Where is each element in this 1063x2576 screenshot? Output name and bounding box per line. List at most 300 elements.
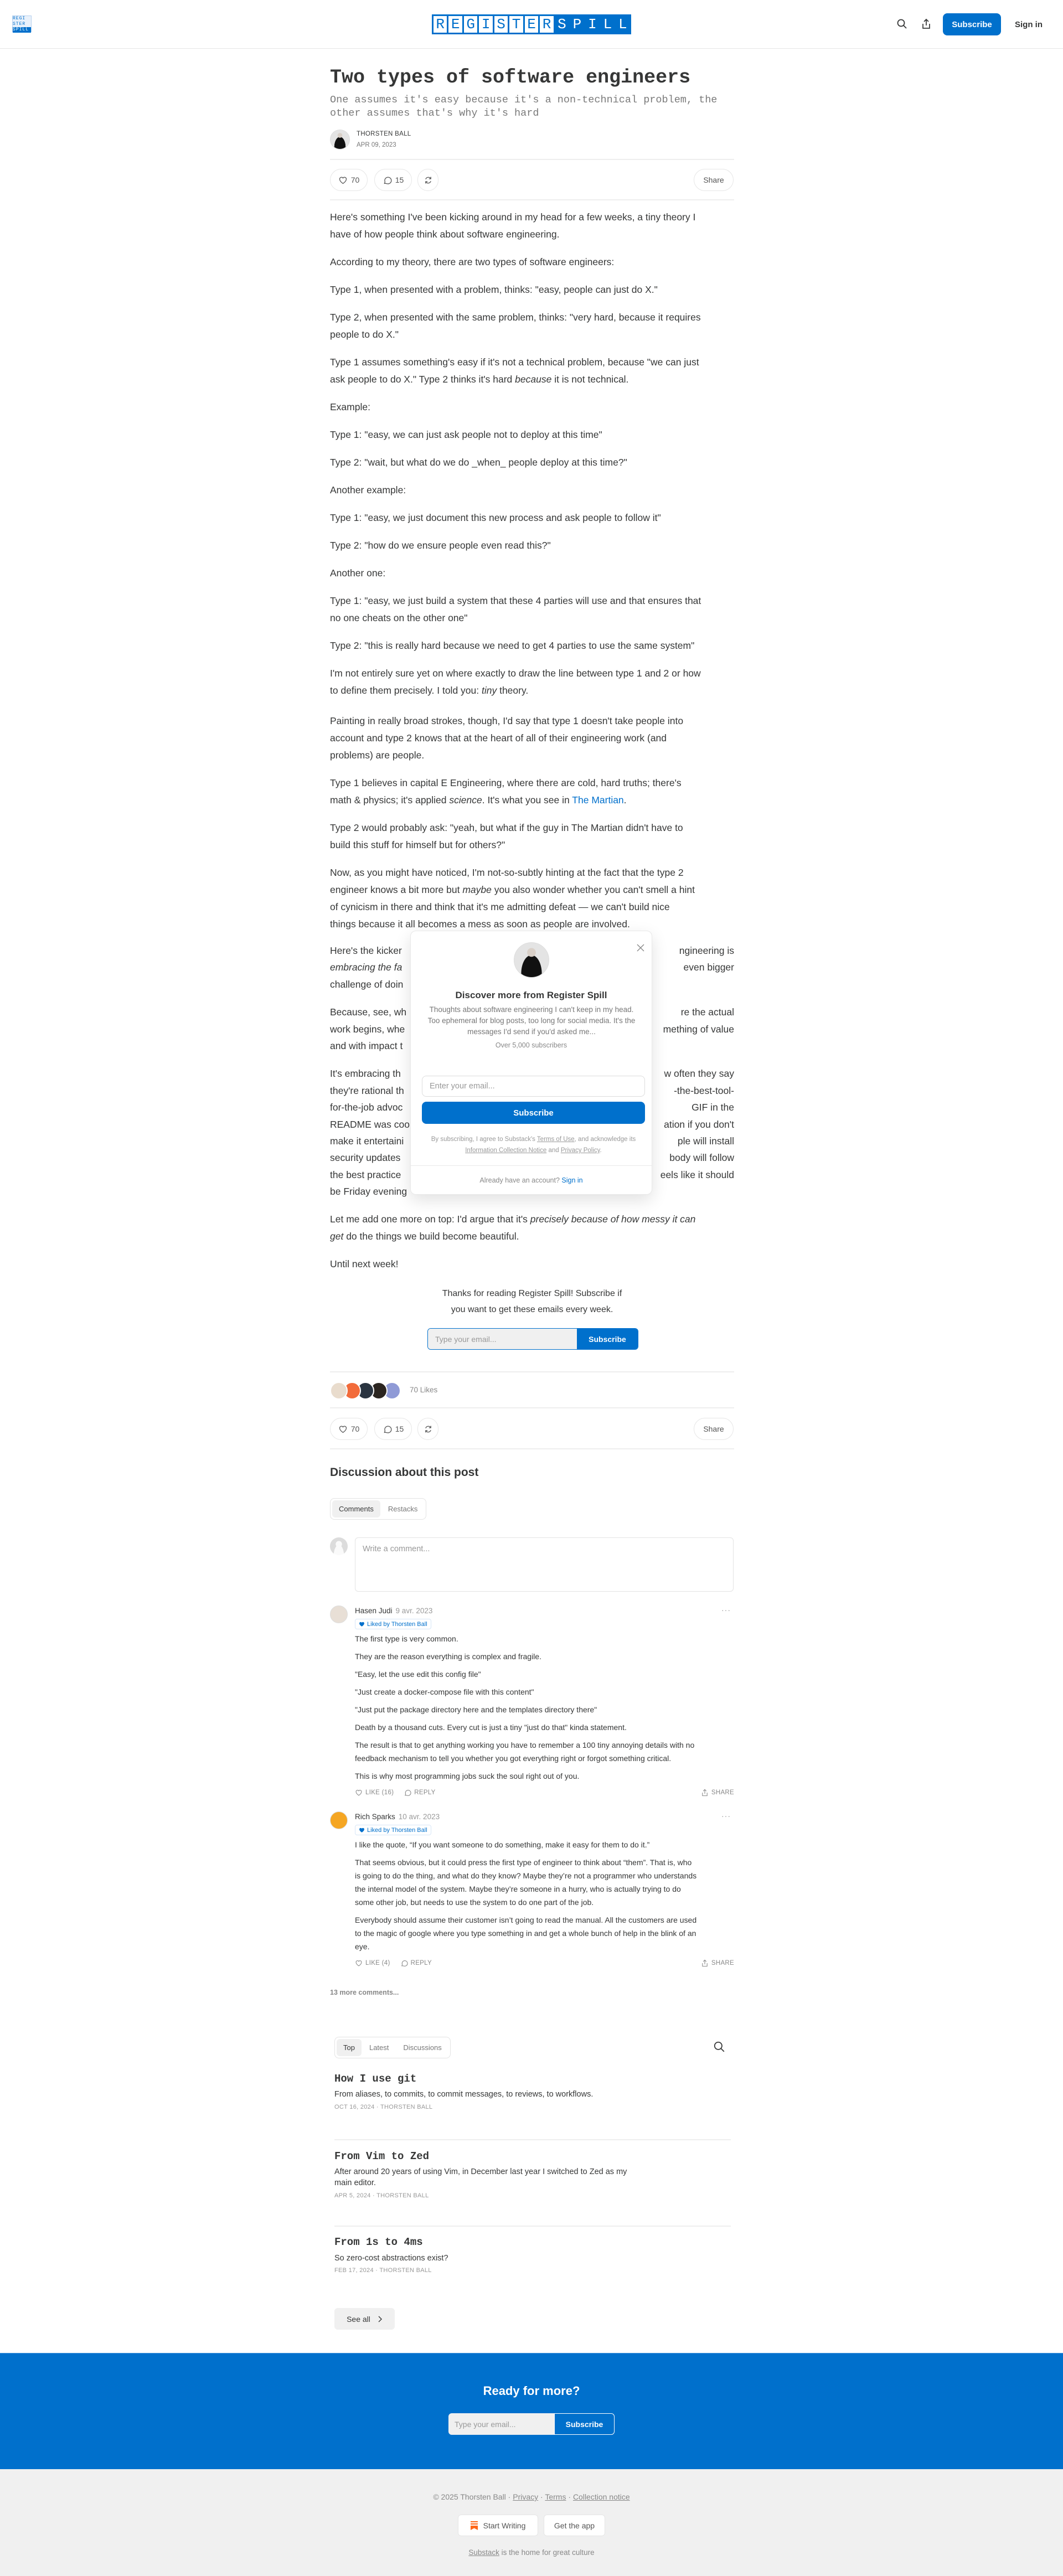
text-line: Type 1, when presented with a problem, thinks: "easy, people can just do X." — [330, 284, 658, 295]
separator: · — [538, 2492, 545, 2501]
comment-actions — [355, 1787, 734, 1798]
already-text: Already have an account? — [479, 1176, 562, 1184]
text-line: no one cheats on the other one" — [330, 612, 468, 623]
comment-icon — [400, 1959, 408, 1967]
comment-header — [355, 1811, 440, 1823]
post-link-description: From aliases, to commits, to commit messages, to reviews, to workflows. — [334, 2090, 594, 2099]
subscribe-button[interactable]: Subscribe — [577, 1329, 638, 1349]
paragraph — [330, 864, 734, 933]
text-line — [330, 682, 734, 699]
text-line: feedback mechanism to tell you whether you got everything right or forgot something critical. — [355, 1754, 672, 1763]
tagline-text: is the home for great culture — [499, 2548, 595, 2557]
text-left-fragment: embracing the fa — [330, 962, 403, 973]
text-left-fragment: the best practice — [330, 1169, 401, 1180]
text-right-fragment: ple will install — [677, 1135, 734, 1147]
chevron-right-icon — [377, 2315, 383, 2323]
text-line: According to my theory, there are two types of software engineers: — [330, 256, 615, 267]
comment-count: 15 — [395, 175, 404, 184]
reply-label: REPLY — [410, 1960, 432, 1966]
post-link-description: So zero-cost abstractions exist? — [334, 2254, 448, 2263]
terms-text — [422, 1134, 645, 1156]
see-all-button[interactable] — [334, 2308, 395, 2330]
commenter-avatar[interactable] — [330, 1606, 348, 1623]
substack-link[interactable]: Substack — [468, 2548, 499, 2557]
search-button[interactable] — [895, 17, 909, 30]
paragraph — [330, 665, 734, 699]
text-segment: it is not technical. — [551, 374, 629, 385]
restack-button[interactable] — [417, 169, 438, 191]
text-line: some other job, but needs to use the system to do one part of the job. — [355, 1898, 594, 1907]
text-line: Type 1: "easy, we just document this new process and ask people to follow it" — [330, 512, 661, 523]
footer — [0, 2469, 1063, 2576]
author-name[interactable]: THORSTEN BALL — [357, 131, 411, 137]
heart-icon — [355, 1959, 363, 1967]
like-label: LIKE (16) — [365, 1789, 394, 1796]
terms-end: . — [600, 1147, 602, 1154]
paragraph — [330, 281, 734, 298]
like-button[interactable] — [330, 1418, 368, 1440]
text-left-fragment: work begins, whe — [330, 1023, 405, 1035]
logo-line: SPILL — [13, 27, 31, 33]
comment-body — [355, 1632, 737, 1787]
search-icon — [896, 18, 907, 29]
reply-label: REPLY — [414, 1789, 436, 1796]
already-account — [411, 1176, 652, 1184]
text-left-fragment: they're rational th — [330, 1085, 404, 1096]
divider — [334, 2139, 731, 2140]
post-body — [330, 209, 734, 710]
paragraph — [330, 309, 734, 343]
text-left-fragment: It's embracing th — [330, 1068, 401, 1080]
logo-letter: P — [572, 16, 582, 33]
ready-for-more-section — [0, 2353, 1063, 2469]
text-line: to the magic of google where you type something in and get a whole bunch of help in the blink of an — [355, 1929, 696, 1938]
likes-count[interactable]: 70 Likes — [410, 1386, 438, 1394]
paragraph — [330, 254, 734, 271]
share-label: SHARE — [711, 1789, 734, 1796]
subscriber-count: Over 5,000 subscribers — [495, 1041, 567, 1049]
like-count: 70 — [350, 1424, 360, 1433]
paragraph — [330, 454, 734, 471]
restack-button[interactable] — [417, 1418, 438, 1440]
paragraph — [330, 1211, 734, 1245]
collection-notice-link[interactable]: Information Collection Notice — [465, 1147, 547, 1154]
paragraph — [355, 1738, 737, 1765]
paragraph — [330, 537, 734, 554]
heart-filled-icon — [359, 1827, 365, 1833]
share-icon — [921, 18, 932, 29]
publication-mini-logo[interactable] — [12, 16, 32, 32]
paragraph — [330, 637, 734, 654]
sign-in-button[interactable]: Sign in — [1015, 19, 1043, 29]
text-segment: to define them precisely. I told you: — [330, 685, 482, 696]
comment — [330, 1606, 734, 1800]
heart-icon — [338, 175, 348, 185]
email-input[interactable]: Type your email... — [448, 2413, 554, 2435]
comment-date[interactable]: 10 avr. 2023 — [398, 1813, 440, 1821]
logo-letter: I — [588, 16, 597, 33]
text-line — [330, 1211, 734, 1228]
text-right-fragment: body will follow — [669, 1152, 734, 1164]
subscribe-button[interactable]: Subscribe — [943, 13, 1001, 35]
share-post-button[interactable]: Share — [694, 1418, 734, 1440]
text-line — [330, 792, 734, 809]
comment-input[interactable]: Write a comment... — [355, 1537, 734, 1592]
terms-of-use-link[interactable]: Terms of Use — [536, 1136, 575, 1143]
subscribe-button[interactable]: Subscribe — [554, 2413, 615, 2435]
comment-like-button[interactable] — [355, 1789, 394, 1797]
emphasis: science — [449, 794, 482, 806]
start-writing-label: Start Writing — [483, 2521, 526, 2530]
text-line: I like the quote, “If you want someone to do something, make it easy for them to do it.” — [355, 1840, 650, 1849]
badge-label: Liked by Thorsten Ball — [367, 1620, 427, 1628]
paragraph — [330, 509, 734, 526]
text-line: Everybody should assume their customer isn’t going to read the manual. All the customers are used — [355, 1916, 697, 1924]
text-left-fragment: make it entertaini — [330, 1135, 404, 1147]
comment-reply-button[interactable] — [400, 1959, 432, 1967]
logo-letter: S — [558, 16, 566, 33]
post-link-meta: FEB 17, 2024 · THORSTEN BALL — [334, 2267, 432, 2274]
cta-line: Thanks for reading Register Spill! Subscribe if — [442, 1289, 622, 1298]
text-line: of cynicism in there and think that it's me admitting defeat — we can't build nice — [330, 901, 670, 912]
paragraph — [355, 1838, 737, 1851]
like-count: 70 — [350, 175, 360, 184]
modal-title: Discover more from Register Spill — [455, 990, 607, 1000]
text-line: account and type 2 knows that at the heart of all of their engineering work (and — [330, 732, 667, 744]
logo-line: STER — [13, 22, 26, 27]
text-line: Until next week! — [330, 1258, 399, 1269]
text-line: That seems obvious, but it could press the first type of engineer to think about “them”. That is, who — [355, 1858, 692, 1867]
paragraph — [355, 1913, 737, 1953]
comment-button[interactable] — [374, 169, 412, 191]
emphasis: because — [515, 374, 552, 385]
modal-subscribe-button[interactable]: Subscribe — [422, 1102, 645, 1124]
share-post-button[interactable]: Share — [694, 169, 734, 191]
restack-icon — [424, 1424, 433, 1434]
post-title: Two types of software engineers — [330, 66, 691, 89]
like-button[interactable] — [330, 169, 368, 191]
modal-description: Thoughts about software engineering I can't keep in my head. Too ephemeral for blog posts, too long for social media. It's the messages I'd send if you'd asked me... — [427, 1005, 636, 1036]
get-app-button[interactable]: Get the app — [544, 2515, 605, 2536]
logo-letter: S — [494, 16, 508, 33]
text-line: Type 2: "wait, but what do we do _when_ people deploy at this time?" — [330, 457, 627, 468]
divider — [330, 1407, 734, 1408]
ellipsis-icon[interactable]: ··· — [721, 1811, 731, 1820]
text-segment: do the things we build become beautiful. — [343, 1231, 519, 1242]
paragraph — [330, 819, 734, 854]
text-line — [330, 371, 734, 388]
comment-body — [355, 1838, 737, 1958]
ready-title: Ready for more? — [483, 2384, 580, 2398]
paragraph — [355, 1632, 737, 1645]
text-segment: you also wonder whether you can't smell a hint — [491, 884, 695, 895]
emphasis: tiny — [481, 685, 497, 696]
text-right-fragment: ation if you don't — [664, 1118, 734, 1130]
text-right-fragment: eels like it should — [660, 1169, 734, 1180]
tab-restacks[interactable]: Restacks — [388, 1505, 418, 1513]
logo-letter: T — [509, 16, 523, 33]
archive-tabs — [334, 2037, 451, 2058]
text-line: Type 2: "this is really hard because we need to get 4 parties to use the same system" — [330, 640, 695, 651]
text-segment: . — [623, 794, 627, 806]
author-avatar[interactable] — [330, 130, 350, 149]
logo-letter: L — [603, 16, 612, 33]
share-label: SHARE — [711, 1960, 734, 1966]
modal-sign-in-link[interactable]: Sign in — [561, 1176, 583, 1184]
text-line: Type 1 believes in capital E Engineering, where there are cold, hard truths; there's — [330, 777, 682, 788]
separator: · — [505, 2492, 513, 2501]
top-nav — [0, 0, 1063, 49]
the-martian-link[interactable]: The Martian — [572, 794, 624, 806]
text-segment: . It's what you see in — [482, 794, 572, 806]
text-line: Death by a thousand cuts. Every cut is just a tiny "just do that" kinda statement. — [355, 1723, 627, 1732]
logo-letter: I — [479, 16, 492, 33]
emphasis: maybe — [462, 884, 492, 895]
paragraph — [355, 1856, 737, 1909]
liked-by-author-badge — [355, 1825, 431, 1835]
text-segment: math & physics; it's applied — [330, 794, 450, 806]
comment-icon — [383, 175, 392, 185]
text-line: Type 2: "how do we ensure people even read this?" — [330, 540, 551, 551]
subscribe-modal — [410, 931, 652, 1195]
text-right-fragment: re the actual — [680, 1006, 734, 1018]
privacy-policy-link[interactable]: Privacy Policy — [560, 1147, 600, 1154]
like-label: LIKE (4) — [365, 1960, 390, 1966]
post-link-title[interactable]: From 1s to 4ms — [334, 2236, 423, 2248]
comment-actions — [355, 1958, 734, 1969]
post-link-title[interactable]: From Vim to Zed — [334, 2150, 430, 2162]
comment-share-button[interactable] — [701, 1959, 734, 1967]
text-line: "Just put the package directory here and the templates directory there" — [355, 1705, 597, 1714]
emphasis: get — [330, 1231, 344, 1242]
see-all-label: See all — [347, 2314, 370, 2324]
text-line: Now, as you might have noticed, I'm not-so-subtly hinting at the fact that the type 2 — [330, 867, 684, 878]
commenter-avatar[interactable] — [330, 1811, 348, 1829]
text-right-fragment: ngineering is — [679, 945, 734, 956]
author-avatar — [514, 942, 549, 978]
terms-prefix: By subscribing, I agree to Substack's — [431, 1136, 537, 1143]
email-input[interactable]: Enter your email... — [422, 1076, 645, 1097]
text-right-fragment: even bigger — [683, 962, 734, 973]
cta-line: you want to get these emails every week. — [451, 1305, 613, 1314]
comment-icon — [383, 1424, 392, 1434]
text-line: have of how people think about software engineering. — [330, 229, 560, 240]
text-line: things because it all becomes a mess as soon as people are involved. — [330, 918, 630, 930]
paragraph — [330, 713, 734, 764]
text-line: Example: — [330, 401, 370, 412]
user-avatar — [330, 1537, 348, 1555]
text-line: is going to do the thing, and what do they know? Maybe they’re not a programmer who understands — [355, 1871, 697, 1880]
paragraph — [355, 1721, 737, 1734]
paragraph — [330, 426, 734, 443]
divider — [330, 159, 734, 160]
post-link-description: After around 20 years of using Vim, in December last year I switched to Zed as my main editor. — [334, 2167, 627, 2187]
privacy-link[interactable]: Privacy — [513, 2492, 539, 2501]
divider — [411, 1165, 652, 1166]
divider — [330, 199, 734, 200]
text-right-fragment: w often they say — [664, 1068, 734, 1080]
logo-letter: E — [448, 16, 462, 33]
search-icon — [713, 2041, 725, 2053]
logo-letter: L — [618, 16, 627, 33]
ellipsis-icon[interactable]: ··· — [721, 1606, 731, 1614]
close-icon — [634, 941, 647, 954]
paragraph — [330, 354, 734, 388]
post-link-meta: APR 5, 2024 · THORSTEN BALL — [334, 2192, 429, 2199]
heart-icon — [355, 1789, 363, 1797]
post-link-meta: OCT 16, 2024 · THORSTEN BALL — [334, 2104, 433, 2110]
copyright: © 2025 Thorsten Ball — [433, 2492, 506, 2501]
tab-top[interactable]: Top — [337, 2039, 362, 2056]
paragraph — [330, 209, 734, 243]
likers-avatars[interactable] — [330, 1382, 407, 1400]
tab-comments[interactable]: Comments — [332, 1500, 380, 1517]
text-line: Here's something I've been kicking around in my head for a few weeks, a tiny theory I — [330, 211, 696, 223]
logo-letter: G — [464, 16, 477, 33]
commenter-name[interactable]: Rich Sparks — [355, 1813, 395, 1821]
terms-link[interactable]: Terms — [545, 2492, 566, 2501]
paragraph — [355, 1703, 737, 1716]
text-segment: theory. — [497, 685, 529, 696]
start-writing-button[interactable] — [458, 2515, 538, 2536]
text-segment: ask people to do X." Type 2 thinks it's hard — [330, 374, 515, 385]
comment-button[interactable] — [374, 1418, 412, 1440]
text-line — [330, 1228, 734, 1245]
separator: · — [566, 2492, 573, 2501]
liked-by-author-badge — [355, 1619, 431, 1629]
text-line: They are the reason everything is complex and fragile. — [355, 1652, 541, 1661]
restack-icon — [424, 175, 433, 185]
subscribe-form — [427, 1328, 638, 1350]
paragraph — [330, 399, 734, 416]
text-line: "Easy, let the use edit this config file" — [355, 1670, 481, 1679]
commenter-name[interactable]: Hasen Judi — [355, 1607, 393, 1615]
text-left-fragment: security updates — [330, 1152, 401, 1164]
tab-latest[interactable]: Latest — [369, 2043, 389, 2052]
text-line — [330, 881, 734, 899]
text-line: "Just create a docker-compose file with this content" — [355, 1687, 534, 1696]
emphasis: precisely because of how messy it can — [530, 1214, 696, 1225]
paragraph — [355, 1668, 737, 1681]
text-line: eye. — [355, 1942, 370, 1951]
paragraph — [330, 775, 734, 809]
divider — [334, 2226, 731, 2227]
heart-filled-icon — [359, 1621, 365, 1627]
divider — [330, 1371, 734, 1372]
text-line: people to do X." — [330, 329, 399, 340]
terms-and: and — [546, 1147, 561, 1154]
comment-reply-button[interactable] — [404, 1789, 435, 1797]
paragraph — [330, 565, 734, 582]
logo-letter: E — [525, 16, 538, 33]
comment-date[interactable]: 9 avr. 2023 — [395, 1607, 433, 1615]
text-left-fragment: Because, see, wh — [330, 1006, 407, 1018]
text-right-fragment: GIF in the — [692, 1102, 734, 1113]
text-right-fragment: -the-best-tool- — [674, 1085, 734, 1096]
badge-label: Liked by Thorsten Ball — [367, 1826, 427, 1834]
text-line: The first type is very common. — [355, 1634, 458, 1643]
divider — [330, 1448, 734, 1449]
text-line: Type 2 would probably ask: "yeah, but what if the guy in The Martian didn't have to — [330, 822, 683, 833]
paragraph — [330, 1256, 734, 1273]
text-right-fragment: mething of value — [663, 1023, 734, 1035]
paragraph — [330, 482, 734, 499]
heart-icon — [338, 1424, 348, 1434]
comment — [330, 1811, 734, 1971]
text-line: the internal model of the system. Maybe they’re someone in a hurry, who is actually trying to do — [355, 1885, 681, 1893]
text-segment: Let me add one more on top: I'd argue that it's — [330, 1214, 530, 1225]
substack-icon — [471, 2521, 478, 2530]
liker-avatar[interactable] — [330, 1382, 348, 1400]
close-button[interactable] — [634, 941, 647, 954]
comment-like-button[interactable] — [355, 1959, 390, 1967]
text-left-fragment: and with impact t — [330, 1040, 403, 1051]
discussion-title: Discussion about this post — [330, 1466, 479, 1479]
text-left-fragment: for-the-job advoc — [330, 1102, 403, 1113]
paragraph — [355, 1650, 737, 1663]
post-body — [330, 1211, 734, 1283]
text-left-fragment: Here's the kicker — [330, 945, 402, 956]
text-left-fragment: README was coo — [330, 1118, 410, 1130]
post-link-title[interactable]: How I use git — [334, 2073, 417, 2085]
text-line: build this stuff for himself but for others?" — [330, 839, 505, 850]
comment-icon — [404, 1789, 411, 1797]
text-line: Painting in really broad strokes, though, I'd say that type 1 doesn't take people into — [330, 715, 684, 726]
logo-letter: R — [434, 16, 447, 33]
terms-mid: , and acknowledge its — [574, 1136, 636, 1143]
text-line: I'm not entirely sure yet on where exactly to draw the line between type 1 and 2 or how — [330, 668, 701, 679]
logo-line: REGI — [13, 16, 26, 21]
text-line: Type 1: "easy, we can just ask people not to deploy at this time" — [330, 429, 602, 440]
text-line: Another one: — [330, 567, 386, 579]
text-segment: engineer knows a bit more but — [330, 884, 463, 895]
footer-tagline — [0, 2548, 1063, 2557]
text-line: problems) are people. — [330, 750, 425, 761]
tab-discussions[interactable]: Discussions — [403, 2043, 442, 2052]
email-input[interactable]: Type your email... — [428, 1329, 577, 1349]
text-line: This is why most programming jobs suck the soul right out of you. — [355, 1772, 580, 1780]
text-left-fragment: be Friday evening — [330, 1186, 407, 1197]
paragraph — [355, 1685, 737, 1699]
register-spill-logo[interactable] — [432, 14, 631, 34]
text-line: Another example: — [330, 484, 406, 495]
comment-count: 15 — [395, 1424, 404, 1433]
text-line: Type 1 assumes something's easy if it's not a technical problem, because "we can just — [330, 357, 699, 368]
post-date: APR 09, 2023 — [357, 142, 396, 148]
post-body — [330, 713, 734, 943]
post-subtitle: One assumes it's easy because it's a non-technical problem, the other assumes that's why it's hard — [330, 94, 718, 119]
text-line: Type 1: "easy, we just build a system that these 4 parties will use and that ensures that — [330, 595, 701, 606]
share-icon — [701, 1789, 709, 1797]
comment-header — [355, 1606, 432, 1617]
discussion-tabs — [330, 1498, 426, 1520]
text-line: Type 2, when presented with the same problem, thinks: "very hard, because it requires — [330, 312, 701, 323]
footer-links — [0, 2492, 1063, 2501]
more-comments-link[interactable]: 13 more comments... — [330, 1989, 399, 1996]
text-line: The result is that to get anything working you have to remember a 100 tiny annoying details with no — [355, 1741, 695, 1749]
share-icon — [701, 1959, 709, 1967]
subscribe-form — [448, 2413, 615, 2435]
subscribe-cta-text — [330, 1286, 734, 1318]
paragraph — [330, 592, 734, 627]
comment-share-button[interactable] — [701, 1789, 734, 1797]
archive-search-button[interactable] — [713, 2041, 726, 2054]
collection-notice-link[interactable]: Collection notice — [572, 2492, 630, 2501]
paragraph — [355, 1769, 737, 1783]
logo-letter: R — [540, 16, 553, 33]
share-button[interactable] — [920, 17, 933, 30]
text-left-fragment: challenge of doin — [330, 978, 404, 990]
